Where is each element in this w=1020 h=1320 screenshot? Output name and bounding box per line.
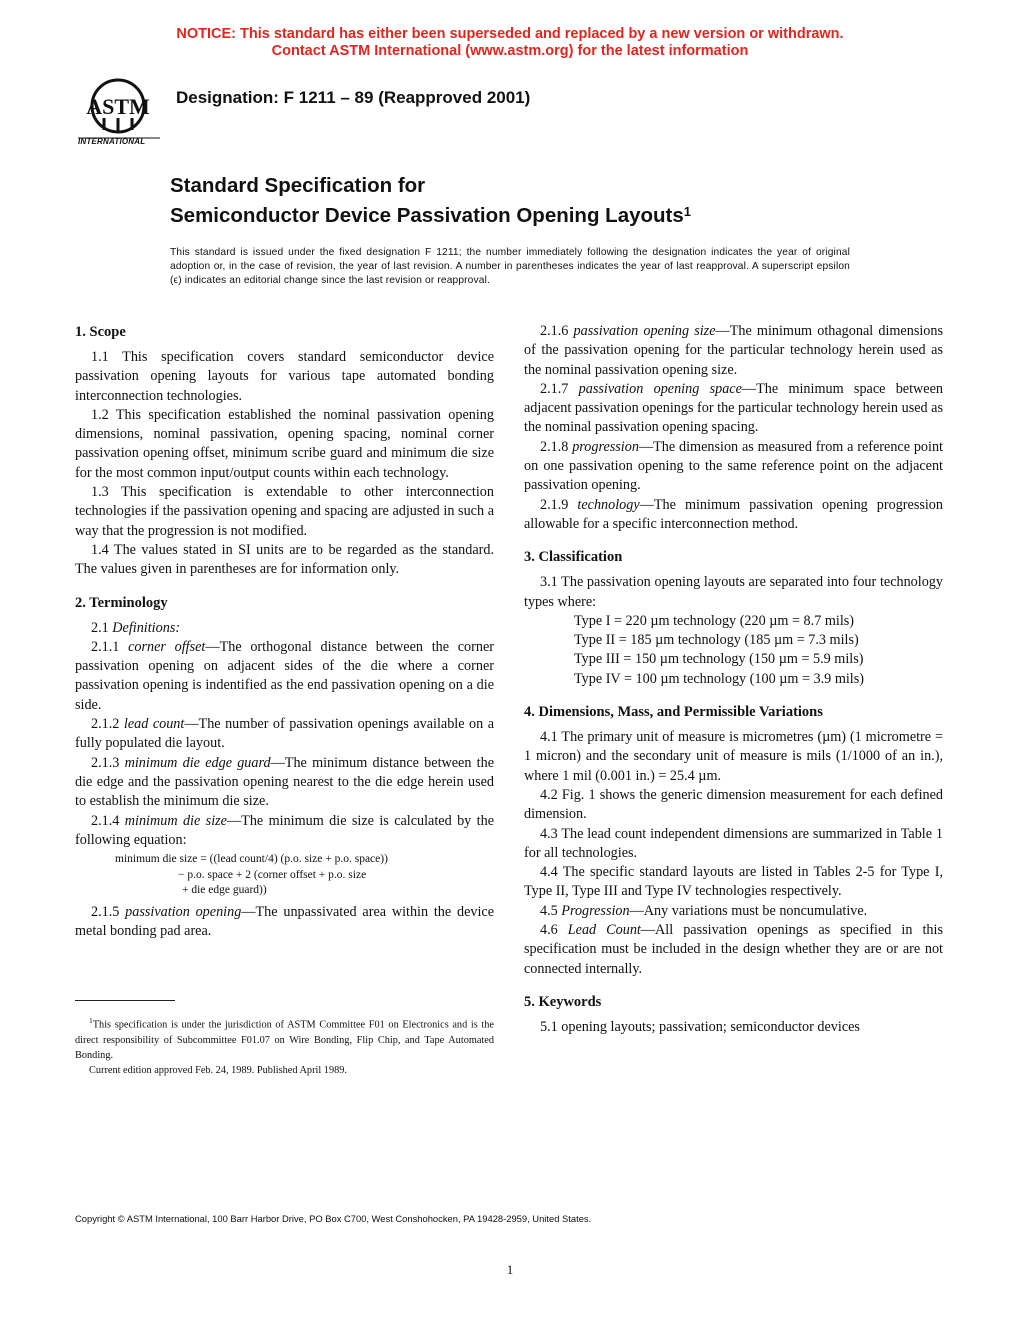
paragraph-4-5 <box>524 902 943 921</box>
para-term: Progression <box>561 902 630 919</box>
para-num: 4.6 <box>540 922 558 939</box>
def-text: —The orthogonal distance between the corner passivation opening on adjacent sides of the die where a corner passivation opening is indentified as the end passivation opening on a die side. <box>75 638 494 713</box>
right-column <box>524 322 943 1037</box>
footnote <box>75 1013 494 1078</box>
def-text: —The minimum distance between the die edge and the passivation opening nearest to the die edge herein used to establish the minimum die size. <box>75 754 495 810</box>
def-num: 2.1.5 <box>91 903 120 920</box>
paragraph-1-1: 1.1 This specification covers standard semiconductor device passivation opening layouts for various tape automated bonding interconnection technologies. <box>75 349 494 404</box>
title-line-2-text: Semiconductor Device Passivation Opening Layouts <box>170 204 684 227</box>
technology-type-list <box>524 612 943 689</box>
para-text: —Any variations must be noncumulative. <box>629 902 868 919</box>
paragraph-4-3: 4.3 The lead count independent dimensions are summarized in Table 1 for all technologies. <box>524 825 943 861</box>
def-num: 2.1.4 <box>91 812 120 829</box>
def-term: passivation opening space <box>578 380 742 397</box>
section-heading-terminology: 2. Terminology <box>75 594 168 611</box>
def-text: —The minimum passivation opening progression allowable for a specific interconnection method. <box>524 496 943 532</box>
section-heading-dimensions: 4. Dimensions, Mass, and Permissible Variations <box>524 704 823 721</box>
section-heading-keywords: 5. Keywords <box>524 993 602 1010</box>
def-num: 2.1.9 <box>540 496 569 513</box>
paragraph-4-6 <box>524 921 943 979</box>
min-die-size-equation <box>75 852 494 899</box>
technology-type-item: Type IV = 100 µm technology (100 µm = 3.9 mils) <box>574 670 864 687</box>
def-term: lead count <box>123 716 185 733</box>
equation-line-1: minimum die size = ((lead count/4) (p.o. size + p.o. space)) <box>115 853 388 866</box>
def-num: 2.1.7 <box>540 380 569 397</box>
para-num: 4.5 <box>540 902 558 919</box>
definition-2-1-6 <box>524 322 943 380</box>
paragraph-1-4: 1.4 The values stated in SI units are to be regarded as the standard. The values given in parentheses are for information only. <box>75 541 494 578</box>
def-term: progression <box>572 438 639 455</box>
para-term: Lead Count <box>567 922 641 939</box>
def-term: minimum die edge guard <box>124 754 271 771</box>
astm-logo <box>74 76 164 150</box>
technology-type-item: Type I = 220 µm technology (220 µm = 8.7 mils) <box>574 612 855 629</box>
def-text: —The dimension as measured from a reference point on one passivation opening to the same reference point on the adjacent passivation opening. <box>524 438 943 494</box>
footnote-body: This specification is under the jurisdiction of ASTM Committee F01 on Electronics and is the direct responsibility of Subcommittee F01.07 on Wire Bonding, Flip Chip, and Tape Automated Bonding. <box>75 1019 494 1061</box>
paragraph-3-1: 3.1 The passivation opening layouts are separated into four technology types where: <box>524 574 943 610</box>
document-title <box>170 173 691 229</box>
footnote-approved: Current edition approved Feb. 24, 1989. Published April 1989. <box>89 1065 347 1077</box>
def-num: 2.1.2 <box>91 716 120 733</box>
def-term: technology <box>577 496 640 513</box>
footnote-mark: 1 <box>89 1016 93 1025</box>
left-column <box>75 322 494 941</box>
paragraph-4-2: 4.2 Fig. 1 shows the generic dimension measurement for each defined dimension. <box>524 786 943 823</box>
technology-type-item: Type III = 150 µm technology (150 µm = 5.9 mils) <box>574 651 864 668</box>
def-term: corner offset <box>128 638 206 655</box>
logo-text: INTERNATIONAL <box>78 137 146 146</box>
copyright-line: Copyright © ASTM International, 100 Barr Harbor Drive, PO Box C700, West Conshohocken, PA 19428-2959, United States. <box>75 1213 592 1224</box>
paragraph-5-1: 5.1 opening layouts; passivation; semiconductor devices <box>540 1018 860 1035</box>
definition-2-1-1 <box>75 638 494 715</box>
definition-2-1-4 <box>75 812 494 851</box>
def-text: —The minimum die size is calculated by the following equation: <box>75 812 494 848</box>
def-num: 2.1.1 <box>91 638 120 655</box>
paragraph-2-1-num: 2.1 <box>91 619 109 636</box>
page-number: 1 <box>506 1262 514 1277</box>
para-text: —All passivation openings as specified in this specification must be included in the design whether they are or are not connected internally. <box>524 922 943 977</box>
def-num: 2.1.6 <box>540 323 569 339</box>
designation: Designation: F 1211 – 89 (Reapproved 2001) <box>176 88 531 107</box>
definition-2-1-7 <box>524 380 943 438</box>
def-text: —The minimum othagonal dimensions of the passivation opening for the particular technology herein used as the nominal passivation opening size. <box>524 323 943 378</box>
notice-banner <box>0 26 1020 60</box>
notice-line-1: NOTICE: This standard has either been superseded and replaced by a new version or withdrawn. <box>176 26 844 42</box>
issued-note: This standard is issued under the fixed designation F 1211; the number immediately following the designation indicates the year of original adoption or, in the case of revision, the year of last revision. A number in parentheses indicates the year of last reapproval. A superscript epsilon (ϵ) indicates an editorial change since the last revision or reapproval. <box>170 247 850 286</box>
paragraph-4-4: 4.4 The specific standard layouts are listed in Tables 2-5 for Type I, Type II, Type III and Type IV technologies respectively. <box>524 864 943 900</box>
definition-2-1-5 <box>75 903 494 942</box>
definition-2-1-8 <box>524 438 943 496</box>
title-line-2 <box>170 199 691 229</box>
technology-type-item: Type II = 185 µm technology (185 µm = 7.3 mils) <box>574 632 859 649</box>
equation-line-2: − p.o. space + 2 (corner offset + p.o. size <box>178 868 367 881</box>
def-text: —The minimum space between adjacent passivation openings for the particular technology herein used as the nominal passivation opening spacing. <box>524 380 943 436</box>
section-heading-classification: 3. Classification <box>524 549 623 566</box>
paragraph-2-1 <box>75 619 494 638</box>
footnote-text <box>75 1013 494 1063</box>
paragraph-1-2: 1.2 This specification established the nominal passivation opening dimensions, nominal passivation, opening spacing, nominal corner passivation opening offset, minimum scribe guard and minimum die size for the most common input/output counts within each technology. <box>75 406 494 481</box>
paragraph-2-1-term: Definitions: <box>112 619 181 636</box>
def-num: 2.1.8 <box>540 438 569 455</box>
title-footnote-mark: 1 <box>683 204 692 219</box>
equation-line-3: + die edge guard)) <box>182 884 267 897</box>
svg-text:ASTM: ASTM <box>86 94 150 119</box>
definition-2-1-3 <box>75 754 494 812</box>
def-text: —The unpassivated area within the device metal bonding pad area. <box>75 903 495 939</box>
def-text: —The number of passivation openings available on a fully populated die layout. <box>75 716 495 752</box>
def-term: minimum die size <box>124 812 227 829</box>
section-heading-scope: 1. Scope <box>75 324 126 340</box>
definition-2-1-9 <box>524 496 943 535</box>
footnote-rule <box>75 1000 175 1001</box>
def-num: 2.1.3 <box>91 754 120 771</box>
notice-line-2: Contact ASTM International (www.astm.org) for the latest information <box>271 43 749 59</box>
paragraph-1-3: 1.3 This specification is extendable to other interconnection technologies if the passivation opening and spacing are adjusted in such a way that the progression is not modified. <box>75 484 494 539</box>
paragraph-4-1: 4.1 The primary unit of measure is micrometres (µm) (1 micrometre = 1 micron) and the secondary unit of measure is mils (1/1000 of an in.), where 1 mil (0.001 in.) = 25.4 µm. <box>524 729 943 784</box>
def-term: passivation opening size <box>573 323 716 339</box>
def-term: passivation opening <box>125 903 242 920</box>
title-line-1: Standard Specification for <box>170 174 426 197</box>
definition-2-1-2 <box>75 715 494 754</box>
